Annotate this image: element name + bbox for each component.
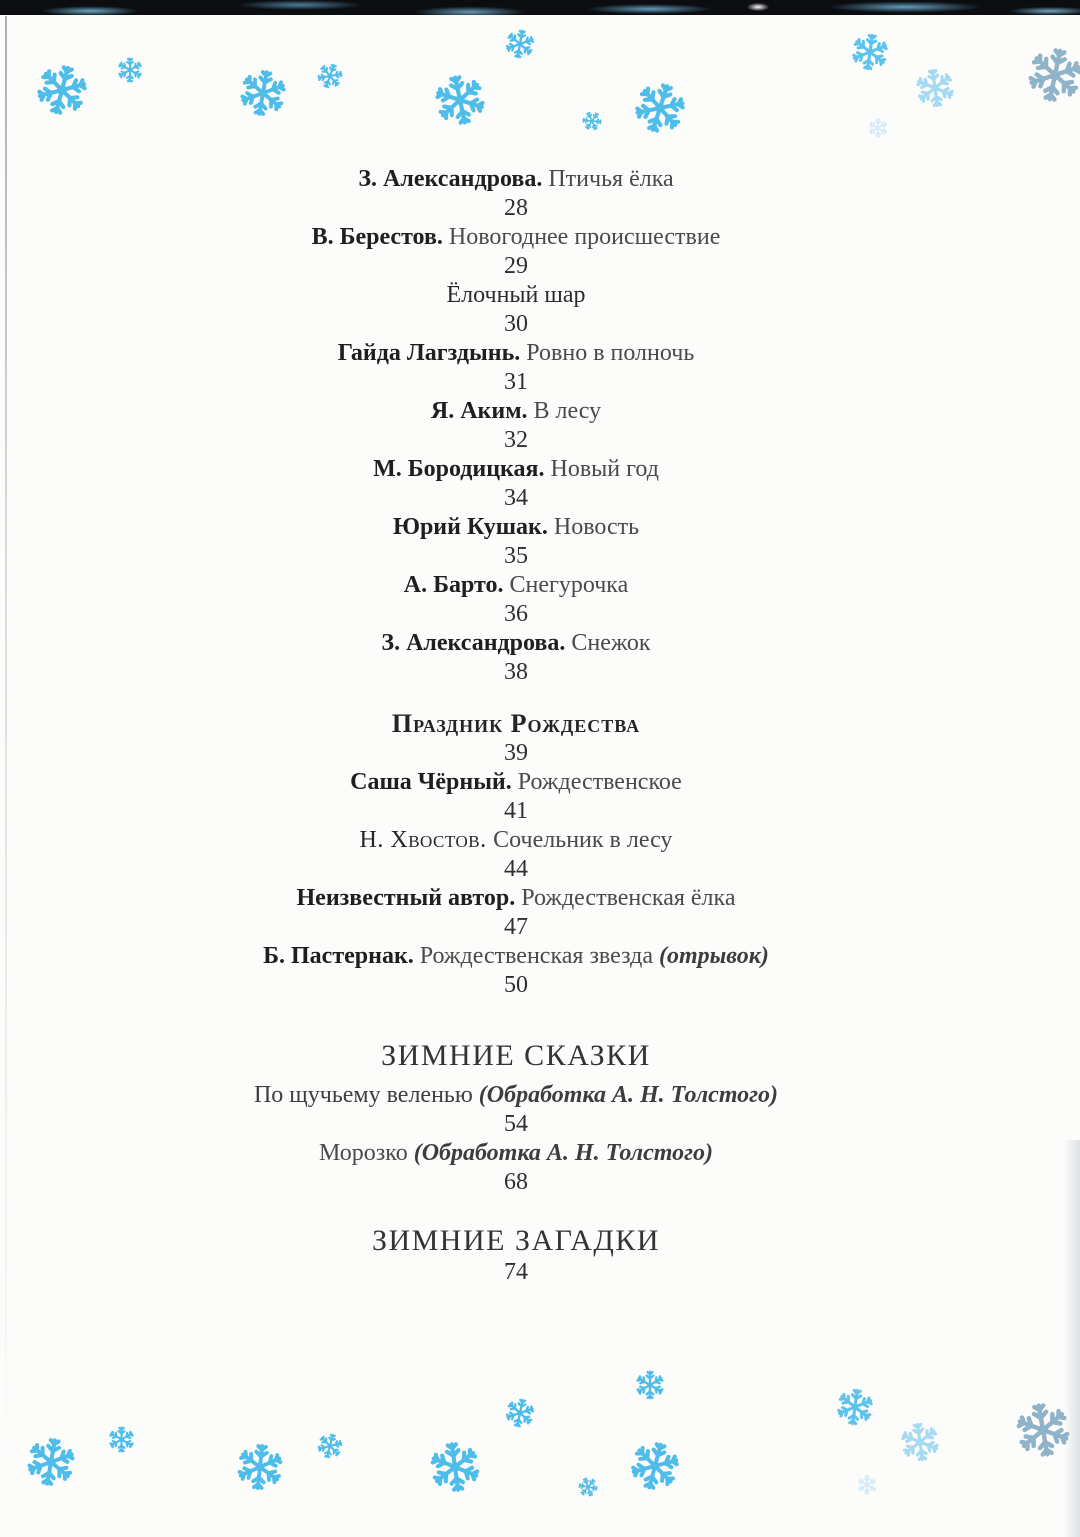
toc-section-heading: [0, 709, 1056, 768]
toc-entry: [0, 397, 1056, 455]
toc-entry-author: Б. Пастернак.: [263, 943, 414, 969]
toc-entry-title: Рождественское: [517, 769, 682, 795]
toc-entry-author: Н. Хвостов.: [359, 827, 487, 853]
toc-entry: [0, 768, 1056, 826]
toc-entry-line: [0, 397, 1056, 426]
toc-entry-line: [0, 629, 1056, 658]
toc-entry: [0, 339, 1056, 397]
snowflake-icon: [574, 1473, 602, 1501]
toc-entry-title: Сочельник в лесу: [493, 827, 673, 853]
toc-page-number: 47: [504, 914, 528, 940]
toc-page-number: 29: [504, 253, 528, 279]
snowflake-icon: [22, 1433, 80, 1491]
toc-entry-line: [0, 223, 1056, 252]
toc-entry-title: По щучьему веленью: [253, 1082, 473, 1108]
toc-entry-author: Неизвестный автор.: [296, 885, 516, 911]
toc-entry-author: З. Александрова.: [381, 630, 566, 656]
toc-entry-author: В. Берестов.: [311, 224, 443, 250]
toc-entry: [0, 455, 1056, 513]
toc-entry: [0, 223, 1056, 281]
snowflake-icon: [314, 1430, 346, 1462]
toc-entry: [0, 1139, 1056, 1197]
toc-entry: [0, 281, 1056, 339]
toc-entry-title: Снежок: [571, 630, 651, 656]
toc-page-number: 38: [504, 659, 528, 685]
toc-entry-title: Новость: [553, 514, 640, 540]
toc-entry-title: Птичья ёлка: [548, 166, 674, 192]
snowflake-icon: [502, 1395, 538, 1431]
page-scan-edge-right: [1064, 1140, 1080, 1537]
toc-entry-title: Новый год: [550, 456, 659, 482]
toc-entry: [0, 165, 1056, 223]
toc-entry-line: [0, 513, 1056, 542]
toc-page-number: 50: [504, 972, 528, 998]
toc-entry-line: [0, 768, 1056, 797]
toc-entry-note: (Обработка А. Н. Толстого): [478, 1082, 779, 1108]
snowflake-icon: [108, 1426, 135, 1453]
toc-entry-author: Я. Аким.: [430, 398, 528, 424]
toc-page-number: 31: [504, 369, 528, 395]
toc-entry-line: [0, 165, 1056, 194]
toc-entry-author: Юрий Кушак.: [392, 514, 548, 540]
section-title: Праздник Рождества: [391, 709, 641, 738]
toc-entry-title: Новогоднее происшествие: [448, 224, 721, 250]
toc-chapter-heading: [0, 1039, 1056, 1073]
toc-page-number: 35: [504, 543, 528, 569]
snowflake-icon: [234, 1441, 287, 1494]
toc-entry: [0, 942, 1056, 1000]
toc-entry: [0, 629, 1056, 687]
toc-page-number: 34: [504, 485, 528, 511]
toc-entry-line: [0, 339, 1056, 368]
toc-chapter-heading: [0, 1224, 1056, 1287]
toc-entry-author: Саша Чёрный.: [350, 769, 512, 795]
toc-entry-title: Морозко: [319, 1140, 408, 1166]
toc-entry-title: Ёлочный шар: [446, 282, 586, 308]
toc-entry: [0, 513, 1056, 571]
toc-entry-title: Снегурочка: [509, 572, 629, 598]
chapter-title: ЗИМНИЕ СКАЗКИ: [381, 1039, 651, 1072]
snowflake-icon: [635, 1370, 665, 1400]
snowflake-icon: [426, 1438, 485, 1497]
toc-entry-line: [0, 884, 1056, 913]
toc-entry-author: А. Барто.: [403, 572, 504, 598]
toc-entry-note: (Обработка А. Н. Толстого): [413, 1140, 713, 1166]
toc-entry-line: [0, 1081, 1056, 1110]
toc-page-number: 39: [504, 740, 528, 766]
toc-page-number: 54: [504, 1111, 528, 1137]
snowflake-icon: [834, 1386, 877, 1429]
toc-entry-title: Рождественская ёлка: [521, 885, 736, 911]
toc-entry-line: [0, 942, 1056, 971]
toc-entry: [0, 571, 1056, 629]
toc-entry-line: [0, 1139, 1056, 1168]
toc-entry-author: М. Бородицкая.: [373, 456, 545, 482]
toc-entry-author: Гайда Лагздынь.: [337, 340, 521, 366]
toc-entry: [0, 826, 1056, 884]
toc-page-number: 41: [504, 798, 528, 824]
snowflake-icon: [897, 1419, 942, 1464]
chapter-title: ЗИМНИЕ ЗАГАДКИ: [371, 1224, 661, 1257]
snowflake-icon: [857, 1475, 877, 1495]
toc-page-number: 74: [504, 1259, 528, 1285]
toc-entry-title: Рождественская звезда: [419, 943, 653, 969]
toc-entry: [0, 1081, 1056, 1139]
toc-page-number: 32: [504, 427, 528, 453]
toc-entry-line: [0, 826, 1056, 855]
toc-entry-note: (отрывок): [658, 943, 769, 969]
toc-entry-line: [0, 571, 1056, 600]
toc-entry-line: [0, 281, 1056, 310]
toc-page-number: 30: [504, 311, 528, 337]
snowflake-icon: [624, 1435, 685, 1496]
toc-page-number: 28: [504, 195, 528, 221]
toc-entry: [0, 884, 1056, 942]
toc-page-number: 68: [504, 1169, 528, 1195]
toc-page-number: 44: [504, 856, 528, 882]
toc-page-number: 36: [504, 601, 528, 627]
toc-entry-title: Ровно в полночь: [526, 340, 695, 366]
toc-entry-author: З. Александрова.: [358, 166, 543, 192]
toc-entry-line: [0, 455, 1056, 484]
toc-entry-title: В лесу: [533, 398, 602, 424]
